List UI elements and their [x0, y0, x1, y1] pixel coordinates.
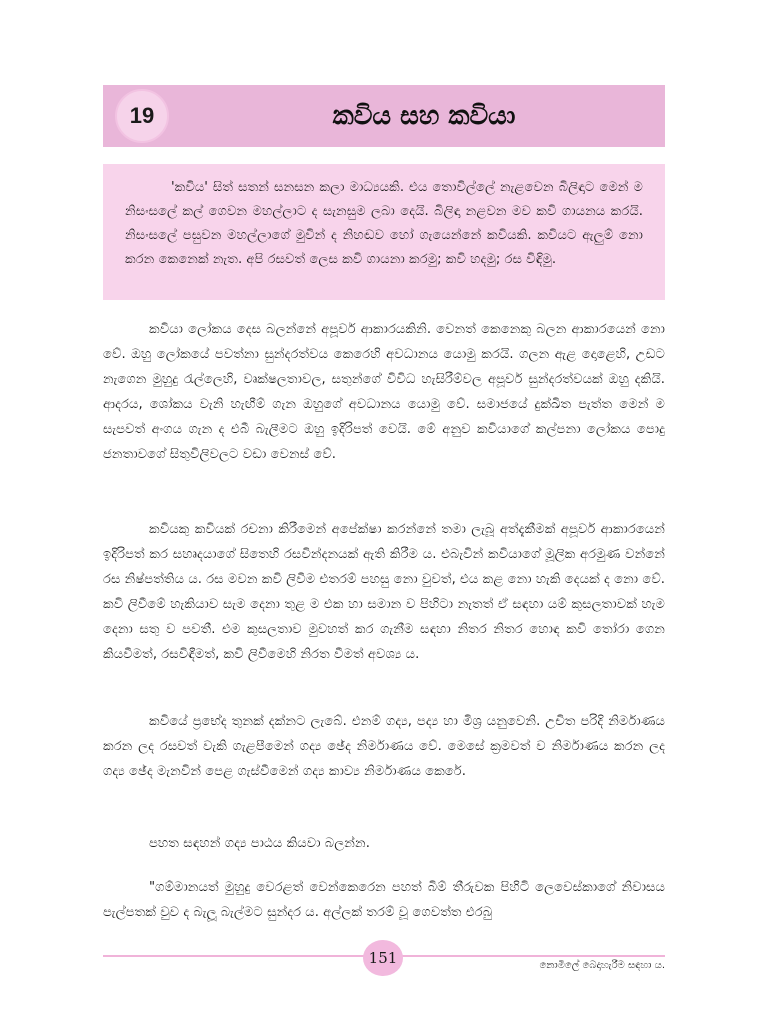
paragraph-4: පහත සඳහන් ගද්‍ය පාඨය කියවා බලන්න.	[149, 836, 370, 851]
paragraph-1: කවියා ලෝකය දෙස බලන්නේ අපූර්ව ආකාරයකිනි. වෙනත් කෙනෙකු බලන ආකාරයෙන් නො වේ. ඔහු ලෝකයේ පවත්නා සුන්දරත්වය කෙරෙහි අවධානය යොමු කරයි. ගලන ඇළ දොළෙහි, උඩට නැගෙන මුහුදු රැල්ලෙහි, වෘක්ෂලතාවල, සතුන්ගේ විවිධ හැසිරීම්වල අපූර්ව සුන්දරත්වයක් ඔහු දකියි. ආදරය, ශෝකය වැනි හැඟීම් ගැන ඔහුගේ අවධානය යොමු වේ. සමාජයේ දුක්ඛිත පැත්ත මෙන් ම සැපවත් අංගය ගැන ද එබී බැලීමට ඔහු ඉදිරිපත් වෙයි. මේ අනුව කවියාගේ කල්පනා ලෝකය පොදු ජනතාවගේ සිතුවිලිවලට වඩා වෙනස් වේ.	[103, 322, 665, 462]
chapter-title: කවිය සහ කවියා	[332, 100, 516, 131]
chapter-number-badge: 19	[115, 89, 169, 143]
page-number: 151	[363, 940, 403, 976]
paragraph-5: "ගම්මානයත් මුහුදු වෙරළත් වෙන්කෙරෙන පහත් බිම් තීරුවක පිහිටි ලෙවෙස්කාගේ නිවාසය පැල්පතක් වුව ද බැලූ බැල්මට සුන්දර ය. අල්ලක් තරම් වූ ගෙවත්ත එරබු	[103, 880, 665, 920]
intro-box: 'කවිය' සිත් සතන් සනසන කලා මාධ්‍යයකි. එය තොවිල්ලේ නැළවෙන බිලිඳාට මෙන් ම නිසංසලේ කල් ගෙවන මහල්ලාට ද සැනසුම ලබා දෙයි. බිලිඳා නළවන මව කවි ගායනය කරයි. නිසංසලේ පසුවන මහල්ලාගේ මුවින් ද නිහඬව හෝ ගැයෙන්නේ කවියකි. කවියට ඇලුම් නො කරන කෙනෙක් නැත. අපි රසවත් ලෙස කවි ගායනා කරමු; කවි හදමු; රස විඳිමු.	[103, 164, 665, 300]
paragraph-2: කවියකු කවියක් රචනා කිරීමෙන් අපේක්ෂා කරන්නේ තමා ලැබූ අත්දැකීමක් අපූර්ව ආකාරයෙන් ඉදිරිපත් කර සහෘදයාගේ සිතෙහි රසවින්දනයක් ඇති කිරීම ය. එබැවින් කවියාගේ මූලික අරමුණ වන්නේ රස නිෂ්පත්තිය ය. රස මවන කවි ලිවීම එතරම් පහසු නො වුවත්, එය කළ නො හැකි දෙයක් ද නො වේ. කවි ලිවීමේ හැකියාව සැම දෙනා තුළ ම එක හා සමාන ව පිහිටා නැතත් ඒ සඳහා යම් කුසලතාවක් හැම දෙනා සතු ව පවතී. එම කුසලතාව මුවහත් කර ගැනීම සඳහා නිතර නිතර හොඳ කවි තෝරා ගෙන කියවීමත්, රසවිඳීමත්, කවි ලිවීමෙහි නිරත වීමත් අවශ්‍ය ය.	[103, 522, 665, 662]
footer-note: නොමිලේ බෙදාහැරීම සඳහා ය.	[539, 960, 665, 971]
chapter-header	[103, 85, 665, 147]
paragraph-3: කවියේ ප්‍රභේද තුනක් දක්නට ලැබේ. එනම් ගද්‍ය, පද්‍ය හා මිශ්‍ර යනුවෙනි. උචිත පරිදි නිර්මාණය කරන ලද රසවත් වැකි ගැළපීමෙන් ගද්‍ය ඡේද නිර්මාණය වේ. මෙසේ ක්‍රමවත් ව නිර්මාණය කරන ලද ගද්‍ය ඡේද මැනවින් පෙළ ගැස්වීමෙන් ගද්‍ය කාව්‍ය නිර්මාණය කෙරේ.	[103, 714, 665, 779]
